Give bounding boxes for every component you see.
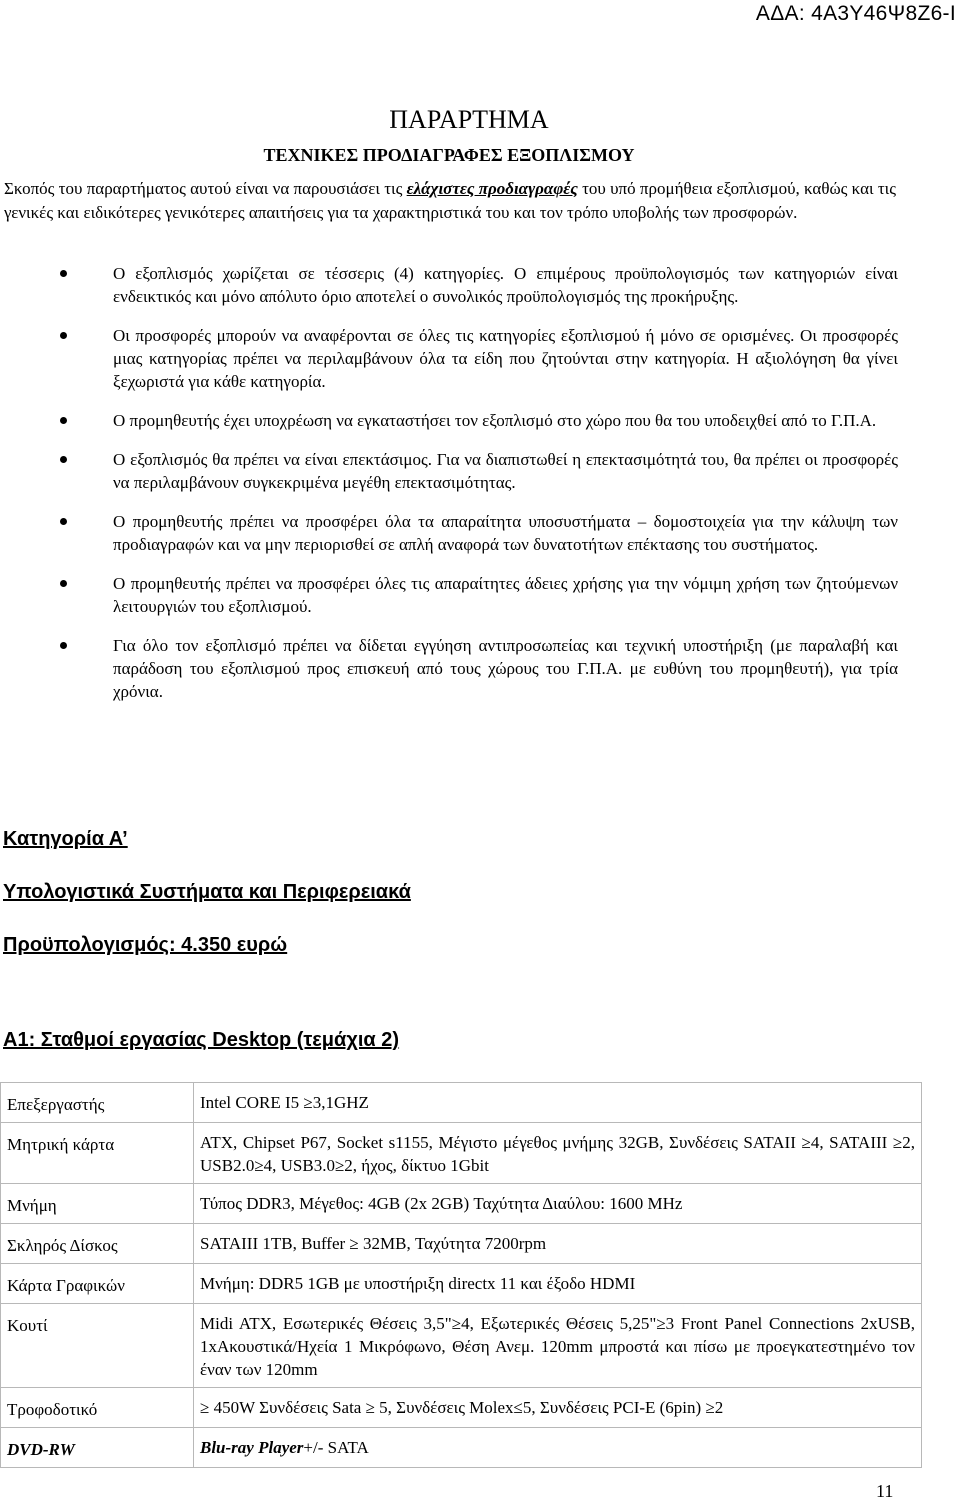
spec-value: ≥ 450W Συνδέσεις Sata ≥ 5, Συνδέσεις Molex≤5, Συνδέσεις PCI-E (6pin) ≥2 xyxy=(194,1388,922,1428)
spec-value xyxy=(194,1428,922,1468)
spec-value-emphasis: Blu-ray Player xyxy=(200,1438,304,1457)
section-heading: Α1: Σταθμοί εργασίας Desktop (τεμάχια 2) xyxy=(3,1029,400,1051)
spec-label: Τροφοδοτικό xyxy=(1,1388,194,1428)
list-item-text: Οι προσφορές μπορούν να αναφέρονται σε όλες τις κατηγορίες εξοπλισμού ή μόνο σε ορισμένες. Οι προσφορές μιας κατηγορίας πρέπει να περιλαμβάνουν όλα τα είδη που ζητούνται στην κατηγορία. Η αξιολόγηση θα γίνει ξεχωριστά για κάθε κατηγορία. xyxy=(113,326,898,391)
table-row xyxy=(1,1184,922,1224)
list-item xyxy=(60,262,898,308)
spec-label: Μνήμη xyxy=(1,1184,194,1224)
list-item xyxy=(60,324,898,393)
spec-value-rest: +/- SATA xyxy=(303,1438,369,1457)
requirements-list xyxy=(60,262,898,719)
spec-label: Σκληρός Δίσκος xyxy=(1,1224,194,1264)
intro-text-before: Σκοπός του παραρτήματος αυτού είναι να παρουσιάσει τις xyxy=(4,179,407,198)
table-row xyxy=(1,1304,922,1388)
spec-value: Intel CORE I5 ≥3,1GHZ xyxy=(194,1083,922,1123)
bullet-icon xyxy=(60,642,67,649)
intro-text-after: του υπό προμήθεια εξοπλισμού, καθώς και τις γενικές και ειδικότερες γενικότερες απαιτήσεις για τα χαρακτηριστικά του και τον τρόπο υποβολής των προσφορών. xyxy=(4,179,896,222)
spec-value: Midi ATX, Εσωτερικές Θέσεις 3,5"≥4, Εξωτερικές Θέσεις 5,25"≥3 Front Panel Connections 2xUSB, 1xΑκουστικά/Ηχεία 1 Μικρόφωνο, Θέση Ανεμ. 120mm μπροστά και πίσω με προεγκατεστημένο τον έναν των 120mm xyxy=(194,1304,922,1388)
spec-value: ATX, Chipset P67, Socket s1155, Μέγιστο μέγεθος μνήμης 32GB, Συνδέσεις SATAII ≥4, SATAIII ≥2, USB2.0≥4, USB3.0≥2, ήχος, δίκτυο 1Gbit xyxy=(194,1123,922,1184)
list-item xyxy=(60,572,898,618)
list-item xyxy=(60,409,898,432)
document-subtitle: ΤΕΧΝΙΚΕΣ ΠΡΟΔΙΑΓΡΑΦΕΣ ΕΞΟΠΛΙΣΜΟΥ xyxy=(263,145,635,165)
list-item-text: Ο προμηθευτής πρέπει να προσφέρει όλες τις απαραίτητες άδειες χρήσης για την νόμιμη χρήση των ζητούμενων λειτουργιών του εξοπλισμού. xyxy=(113,574,898,616)
spec-label: DVD-RW xyxy=(1,1428,194,1468)
list-item xyxy=(60,634,898,703)
bullet-icon xyxy=(60,417,67,424)
ada-code: ΑΔΑ: 4Α3Υ46Ψ8Ζ6-Ι xyxy=(755,2,956,25)
spec-table xyxy=(0,1082,922,1468)
document-title: ΠΑΡΑΡΤΗΜΑ xyxy=(389,105,549,134)
bullet-icon xyxy=(60,270,67,277)
list-item xyxy=(60,448,898,494)
list-item-text: Ο προμηθευτής έχει υποχρέωση να εγκαταστήσει τον εξοπλισμό στο χώρο που θα του υποδειχθεί από το Γ.Π.Α. xyxy=(113,411,877,430)
category-heading: Κατηγορία Α’ xyxy=(3,828,128,850)
spec-label: Κάρτα Γραφικών xyxy=(1,1264,194,1304)
list-item xyxy=(60,510,898,556)
spec-label: Επεξεργαστής xyxy=(1,1083,194,1123)
spec-label: Κουτί xyxy=(1,1304,194,1388)
table-row xyxy=(1,1428,922,1468)
spec-value: Τύπος DDR3, Μέγεθος: 4GB (2x 2GB) Ταχύτητα Διαύλου: 1600 MHz xyxy=(194,1184,922,1224)
page-number: 11 xyxy=(876,1481,894,1501)
category-subject: Υπολογιστικά Συστήματα και Περιφερειακά xyxy=(3,881,411,903)
intro-emphasis: ελάχιστες προδιαγραφές xyxy=(406,179,578,198)
spec-label: Μητρική κάρτα xyxy=(1,1123,194,1184)
table-row xyxy=(1,1388,922,1428)
bullet-icon xyxy=(60,456,67,463)
list-item-text: Ο εξοπλισμός χωρίζεται σε τέσσερις (4) κατηγορίες. Ο επιμέρους προϋπολογισμός των κατηγοριών είναι ενδεικτικός και μόνο απόλυτο όριο αποτελεί ο συνολικός προϋπολογισμός της προκήρυξης. xyxy=(113,264,898,306)
bullet-icon xyxy=(60,580,67,587)
list-item-text: Ο εξοπλισμός θα πρέπει να είναι επεκτάσιμος. Για να διαπιστωθεί η επεκτασιμότητά του, θα πρέπει οι προσφορές να περιλαμβάνουν συγκεκριμένα μεγέθη επεκτασιμότητας. xyxy=(113,450,898,492)
table-row xyxy=(1,1123,922,1184)
table-row xyxy=(1,1224,922,1264)
table-row xyxy=(1,1083,922,1123)
table-row xyxy=(1,1264,922,1304)
list-item-text: Ο προμηθευτής πρέπει να προσφέρει όλα τα απαραίτητα υποσυστήματα – δομοστοιχεία για την κάλυψη των προδιαγραφών και να μην περιορισθεί σε απλή αναφορά των δυνατοτήτων επέκτασης του συστήματος. xyxy=(113,512,898,554)
list-item-text: Για όλο τον εξοπλισμό πρέπει να δίδεται εγγύηση αντιπροσωπείας και τεχνική υποστήριξη (με παραλαβή και παράδοση του εξοπλισμού προς επισκευή από τους χώρους του Γ.Π.Α. με ευθύνη του προμηθευτή), για τρία χρόνια. xyxy=(113,636,898,701)
bullet-icon xyxy=(60,332,67,339)
category-budget: Προϋπολογισμός: 4.350 ευρώ xyxy=(3,934,288,956)
spec-value: SATAIII 1TB, Buffer ≥ 32MB, Ταχύτητα 7200rpm xyxy=(194,1224,922,1264)
spec-value: Μνήμη: DDR5 1GB με υποστήριξη directx 11 και έξοδο HDMI xyxy=(194,1264,922,1304)
intro-paragraph xyxy=(4,177,896,225)
bullet-icon xyxy=(60,518,67,525)
